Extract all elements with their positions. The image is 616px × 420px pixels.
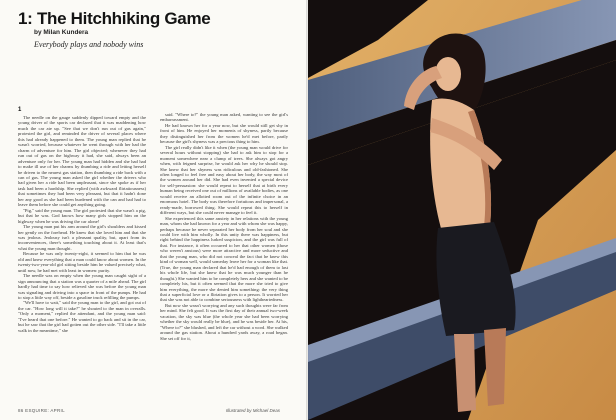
paragraph: But now she wasn't worrying and any such thoughts were far from her mind. She felt good. It was the first day of their annual two-week vacation, the sky was blue (the whole year she had been worrying whether the sky would really be blue), and he was beside her. At his, "Where to?" she blushed, and left the car without a word. She walked around the gas station. About a hundred yards away, a road began. She set off for it,: [160, 302, 288, 341]
page-gutter: [306, 0, 309, 420]
paragraph: The girl really didn't like it when (the young man would drive for several hours without stopping) she had to ask him to stop for a moment somewhere near a clump of trees. She always got angry when, with feigned surprise, he would ask her why he should stop. She knew that her shyness was ridiculous and old-fashioned. She often longed to feel free and easy about her body, the way most of the women around her did. She had even invented a special device for self-persuasion: she would repeat to herself that at birth every human being received one out of millions of available bodies, as one would receive an allotted room out of the infinite choice in an enormous hotel. The body was therefore fortuitous and impersonal, a ready-made, borrowed thing. She would repeat this to herself in different ways, but she could never manage to feel it.: [160, 144, 288, 216]
paragraph: The young man put his arm around the girl's shoulders and kissed her gently on the forehead. He knew that she loved him and that she was jealous. Jealousy isn't a pleasant quality, but, apart from its inconveniences, there's something touching about it. At least that's what the young man thought.: [18, 224, 146, 251]
woman-on-balcony-painting-icon: [308, 0, 616, 420]
article-subtitle: Everybody plays and nobody wins: [34, 40, 144, 49]
paragraph: He had known her for a year now, but she would still get shy in front of him. He enjoyed her moments of shyness, partly because they distinguished her from the women he'd met before, partly because the girl's shyness was a precious thing to him.: [160, 122, 288, 145]
paragraph: said. "Where to?" the young man asked, wanting to see the girl's embarrassment.: [160, 112, 288, 123]
byline: by Milan Kundera: [34, 29, 89, 36]
page-footer-folio: 86 ESQUIRE: APRIL: [18, 408, 65, 413]
paragraph: "We'll have to wait," said the young man to the girl, and got out of the car. "How long will it take?" he shouted to the man in overalls. "Only a moment," replied the attendant, and the young man said: "I've heard that one before." He wanted to go back and sit in the car, but he saw that the girl had gotten out the other side. "I'll take a little walk in the meantime," she: [18, 300, 146, 333]
article-title: 1: The Hitchhiking Game: [18, 9, 211, 28]
right-page: [308, 0, 616, 420]
paragraph: She experienced this same anxiety in her relations with the young man, whom she had known for a year and with whom she was happy, perhaps because he never separated her body from her soul and she could live with him wholly. In this unity there was happiness, but right behind the happiness lurked suspicion, and the girl was full of that. For instance, it often occurred to her that other women (those who weren't anxious) were more attractive and more seductive and that the young man, who did not conceal the fact that he knew this kind of woman well, would someday leave her for a woman like that. (True, the young man declared that he'd had enough of them to last his whole life, but she knew that he was much younger than he thought.) She wanted him to be completely hers and she wanted to be completely his, but it often seemed that the more she tried to give him everything, the more she denied him something: the very thing that a superficial love or a flirtation gives to a person. It worried her that she was not able to combine seriousness with lightheartedness.: [160, 215, 288, 303]
paragraph: The needle on the gauge suddenly dipped toward empty and the young driver of the sports car declared that it was maddening how much the car ate up. "See that we don't run out of gas again," protested the girl, and reminded the driver of several places where this had already happened to them. The young man replied that he wasn't worried, because whatever he went through with her had the charm of adventure for him. The girl objected; whenever they had run out of gas on the highway it had, she said, always been an adventure only for her. The young man had hidden and she had had to make ill use of her charms by thumbing a ride and letting herself be driven to the nearest gas station, then thumbing a ride back with a can of gas. The young man asked the girl whether the drivers who had given her a ride had been unpleasant, since she spoke as if her task had been a hardship. She replied (with awkward flirtatiousness) that sometimes they had been very pleasant, but that it hadn't done her any good as she had been burdened with the can and had had to leave them before she could get anything going.: [18, 115, 146, 208]
illustration-credit: Illustrated by Michael Deas: [226, 408, 281, 413]
paragraph: "Pig," said the young man. The girl protested that she wasn't a pig, but that he was. God knows how many girls stopped him on the highway when he was driving the car alone!: [18, 207, 146, 224]
text-column-2: [160, 112, 288, 402]
paragraph: Because he was only twenty-eight, it seemed to him that he was old and knew everything that a man could know about women. In the twenty-two-year-old girl sitting beside him he valued precisely what, until now, he had met with least in women: purity.: [18, 251, 146, 273]
text-column-1: [18, 115, 146, 405]
paragraph: The needle was on empty when the young man caught sight of a sign announcing that a station was a quarter of a mile ahead. The girl hardly had time to say how relieved she was before the young man was signaling and driving into a space in front of the pumps. He had to stop a little way off, beside a gasoline truck refilling the pumps.: [18, 273, 146, 300]
section-number: 1: [18, 107, 22, 113]
